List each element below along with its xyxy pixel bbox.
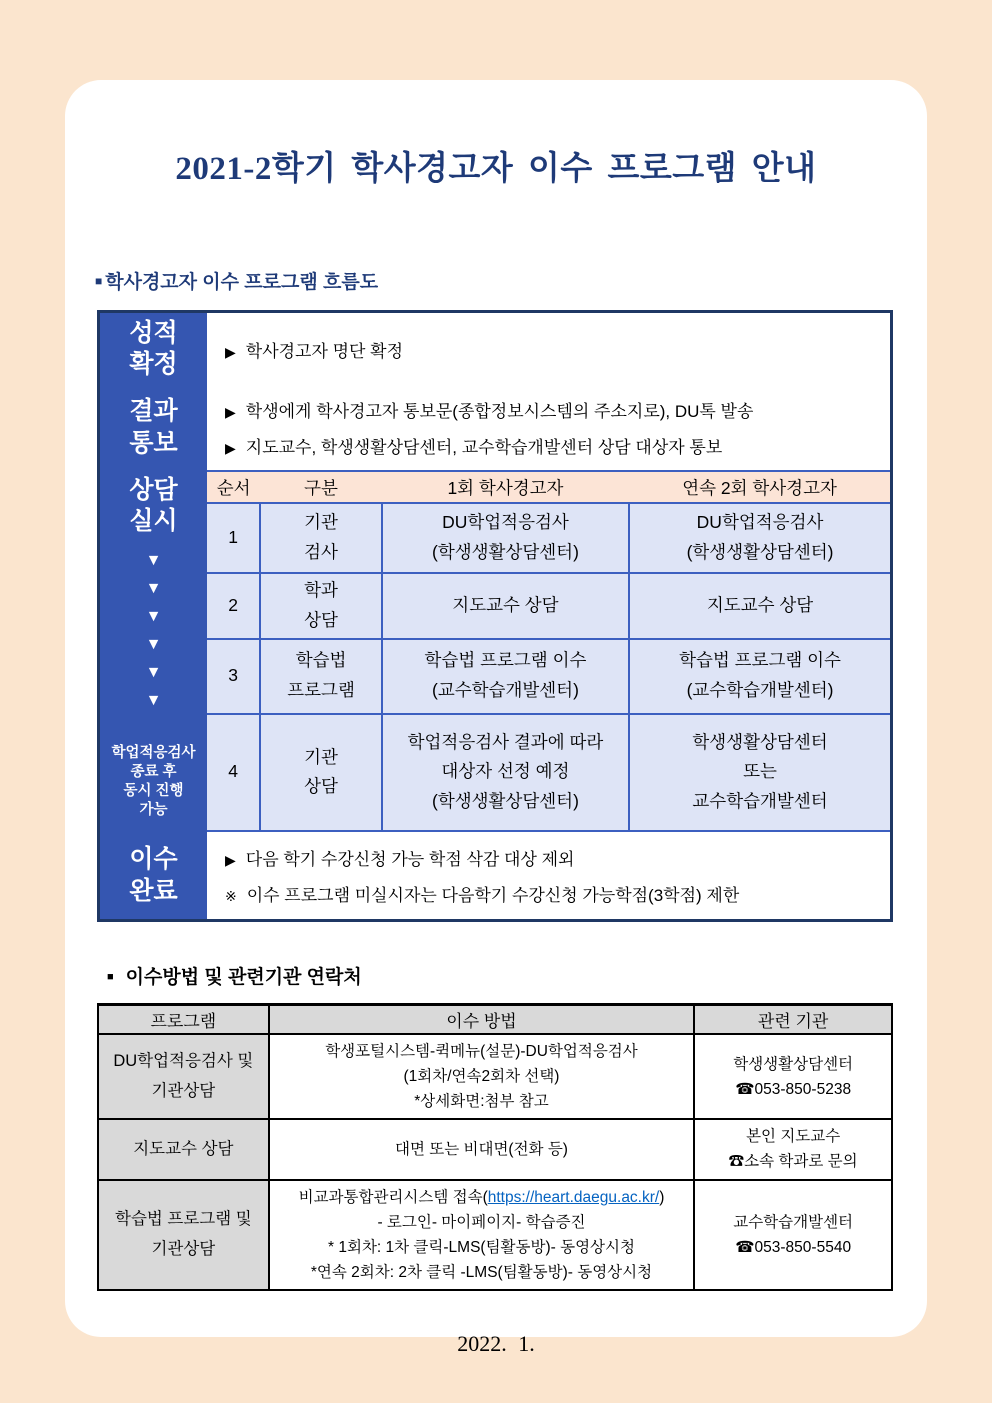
consult-cell-no: 4 <box>207 714 260 832</box>
contact-cell-program: 학습법 프로그램 및 기관상담 <box>98 1180 269 1290</box>
contact-cell-org: 교수학습개발센터 ☎053-850-5540 <box>694 1180 892 1290</box>
triangle-bullet-icon: ▶ <box>225 404 236 420</box>
page-title: 2021-2학기 학사경고자 이수 프로그램 안내 <box>175 151 817 187</box>
contact-cell-method: 비교과통합관리시스템 접속(https://heart.daegu.ac.kr/) - 로그인- 마이페이지- 학습증진 * 1회차: 1차 클릭-LMS(팀활동방)- 동영상시청 *연속 2회차: 2차 클릭 -LMS(팀활동방)- 동영상시청 <box>269 1180 695 1290</box>
contact-cell-method: 대면 또는 비대면(전화 등) <box>269 1119 695 1179</box>
sidebar-step-label: 결과 통보 <box>129 397 178 457</box>
table-row <box>207 503 890 573</box>
flow-row-complete <box>207 832 890 919</box>
sidebar-step-label: 상담 실시 <box>129 476 178 536</box>
contact-cell-program: 지도교수 상담 <box>98 1119 269 1179</box>
consult-cell-second: 학생생활상담센터 또는 교수학습개발센터 <box>629 714 890 832</box>
consult-cell-no: 2 <box>207 573 260 639</box>
flow-item-text: 학생에게 학사경고자 통보문(종합정보시스템의 주소지로), DU톡 발송 <box>245 402 754 421</box>
consult-cell-second: 지도교수 상담 <box>629 573 890 639</box>
down-arrow-icon: ▼ <box>145 663 162 681</box>
contact-cell-program: DU학업적응검사 및 기관상담 <box>98 1034 269 1119</box>
contact-cell-org: 학생생활상담센터 ☎053-850-5238 <box>694 1034 892 1119</box>
consult-cell-no: 1 <box>207 503 260 573</box>
contact-section-heading-text: 이수방법 및 관련기관 연락처 <box>125 967 362 988</box>
consult-cell-category: 기관 검사 <box>260 503 382 573</box>
flow-item <box>225 881 890 906</box>
flow-item <box>225 433 890 458</box>
flow-content <box>207 313 890 919</box>
consult-cell-first: 학업적응검사 결과에 따라 대상자 선정 예정 (학생생활상담센터) <box>382 714 629 832</box>
flow-item-text: 지도교수, 학생생활상담센터, 교수학습개발센터 상담 대상자 통보 <box>245 438 723 457</box>
sidebar-step-label: 성적 확정 <box>129 318 178 378</box>
table-row <box>207 714 890 832</box>
consult-cell-first: 지도교수 상담 <box>382 573 629 639</box>
document-page <box>65 80 927 1356</box>
consult-cell-second: 학습법 프로그램 이수 (교수학습개발센터) <box>629 639 890 714</box>
sidebar-step-complete <box>100 832 207 919</box>
contact-cell-method: 학생포털시스템-퀵메뉴(설문)-DU학업적응검사 (1회차/연속2회차 선택) *상세화면:첨부 참고 <box>269 1034 695 1119</box>
down-arrow-icon: ▼ <box>145 579 162 597</box>
consult-header-second-warning: 연속 2회 학사경고자 <box>629 471 890 503</box>
consult-header-row <box>207 471 890 503</box>
phone-icon: ☎ <box>728 1153 745 1171</box>
consult-cell-first: DU학업적응검사 (학생생활상담센터) <box>382 503 629 573</box>
consult-cell-no: 3 <box>207 639 260 714</box>
contact-header-method: 이수 방법 <box>269 1005 695 1035</box>
down-arrow-icon: ▼ <box>145 691 162 709</box>
sidebar-step-label: 이수 완료 <box>129 845 178 905</box>
down-arrow-icon: ▼ <box>145 551 162 569</box>
phone-number: 053-850-5540 <box>754 1238 852 1256</box>
down-arrow-icon: ▼ <box>145 607 162 625</box>
down-arrow-icon: ▼ <box>145 635 162 653</box>
flow-item-text: 이수 프로그램 미실시자는 다음학기 수강신청 가능학점(3학점) 제한 <box>246 886 740 905</box>
triangle-bullet-icon: ▶ <box>225 440 236 456</box>
sidebar-step-grade-confirm <box>100 313 207 385</box>
flow-item <box>225 397 890 422</box>
consult-header-first-warning: 1회 학사경고자 <box>382 471 629 503</box>
contact-header-program: 프로그램 <box>98 1005 269 1035</box>
contact-header-org: 관련 기관 <box>694 1005 892 1035</box>
contact-cell-org: 본인 지도교수 ☎소속 학과로 문의 <box>694 1119 892 1179</box>
table-row <box>207 639 890 714</box>
sidebar-step-result-notify <box>100 385 207 470</box>
phone-number: 053-850-5238 <box>754 1080 852 1098</box>
contact-section-heading <box>107 962 927 989</box>
phone-contact-note: 소속 학과로 문의 <box>744 1153 858 1171</box>
flow-table <box>97 310 893 922</box>
contact-table <box>97 1003 893 1291</box>
square-bullet-icon: ■ <box>107 971 114 983</box>
consult-header-order: 순서 <box>207 471 260 503</box>
flow-sidebar <box>100 313 207 919</box>
flow-row-result-notify <box>207 385 890 470</box>
consult-cell-category: 학과 상담 <box>260 573 382 639</box>
flow-item-text: 학사경고자 명단 확정 <box>245 341 404 361</box>
consult-cell-category: 기관 상담 <box>260 714 382 832</box>
triangle-bullet-icon: ▶ <box>225 343 236 360</box>
phone-icon: ☎ <box>735 1238 755 1256</box>
consult-table <box>207 470 890 832</box>
flow-section-heading-text: 학사경고자 이수 프로그램 흐름도 <box>105 272 379 293</box>
document-date: 2022. 1. <box>457 1330 535 1356</box>
sidebar-note: 학업적응검사 종료 후 동시 진행 가능 <box>111 744 196 818</box>
square-bullet-icon: ■ <box>95 274 103 288</box>
table-row <box>98 1180 892 1290</box>
phone-icon: ☎ <box>735 1080 755 1098</box>
flow-row-grade-confirm <box>207 313 890 385</box>
consult-header-category: 구분 <box>260 471 382 503</box>
consult-cell-category: 학습법 프로그램 <box>260 639 382 714</box>
contact-header-row <box>98 1005 892 1035</box>
table-row <box>98 1034 892 1119</box>
reference-mark-icon: ※ <box>225 888 237 904</box>
table-row <box>207 573 890 639</box>
triangle-bullet-icon: ▶ <box>225 852 236 868</box>
flow-item <box>225 845 890 870</box>
flow-item <box>225 337 890 362</box>
table-row <box>98 1119 892 1179</box>
heart-system-link[interactable]: https://heart.daegu.ac.kr/ <box>487 1188 660 1206</box>
flow-section-heading <box>95 267 927 294</box>
consult-cell-second: DU학업적응검사 (학생생활상담센터) <box>629 503 890 573</box>
sidebar-step-consult <box>100 470 207 832</box>
flow-item-text: 다음 학기 수강신청 가능 학점 삭감 대상 제외 <box>245 850 575 869</box>
consult-cell-first: 학습법 프로그램 이수 (교수학습개발센터) <box>382 639 629 714</box>
